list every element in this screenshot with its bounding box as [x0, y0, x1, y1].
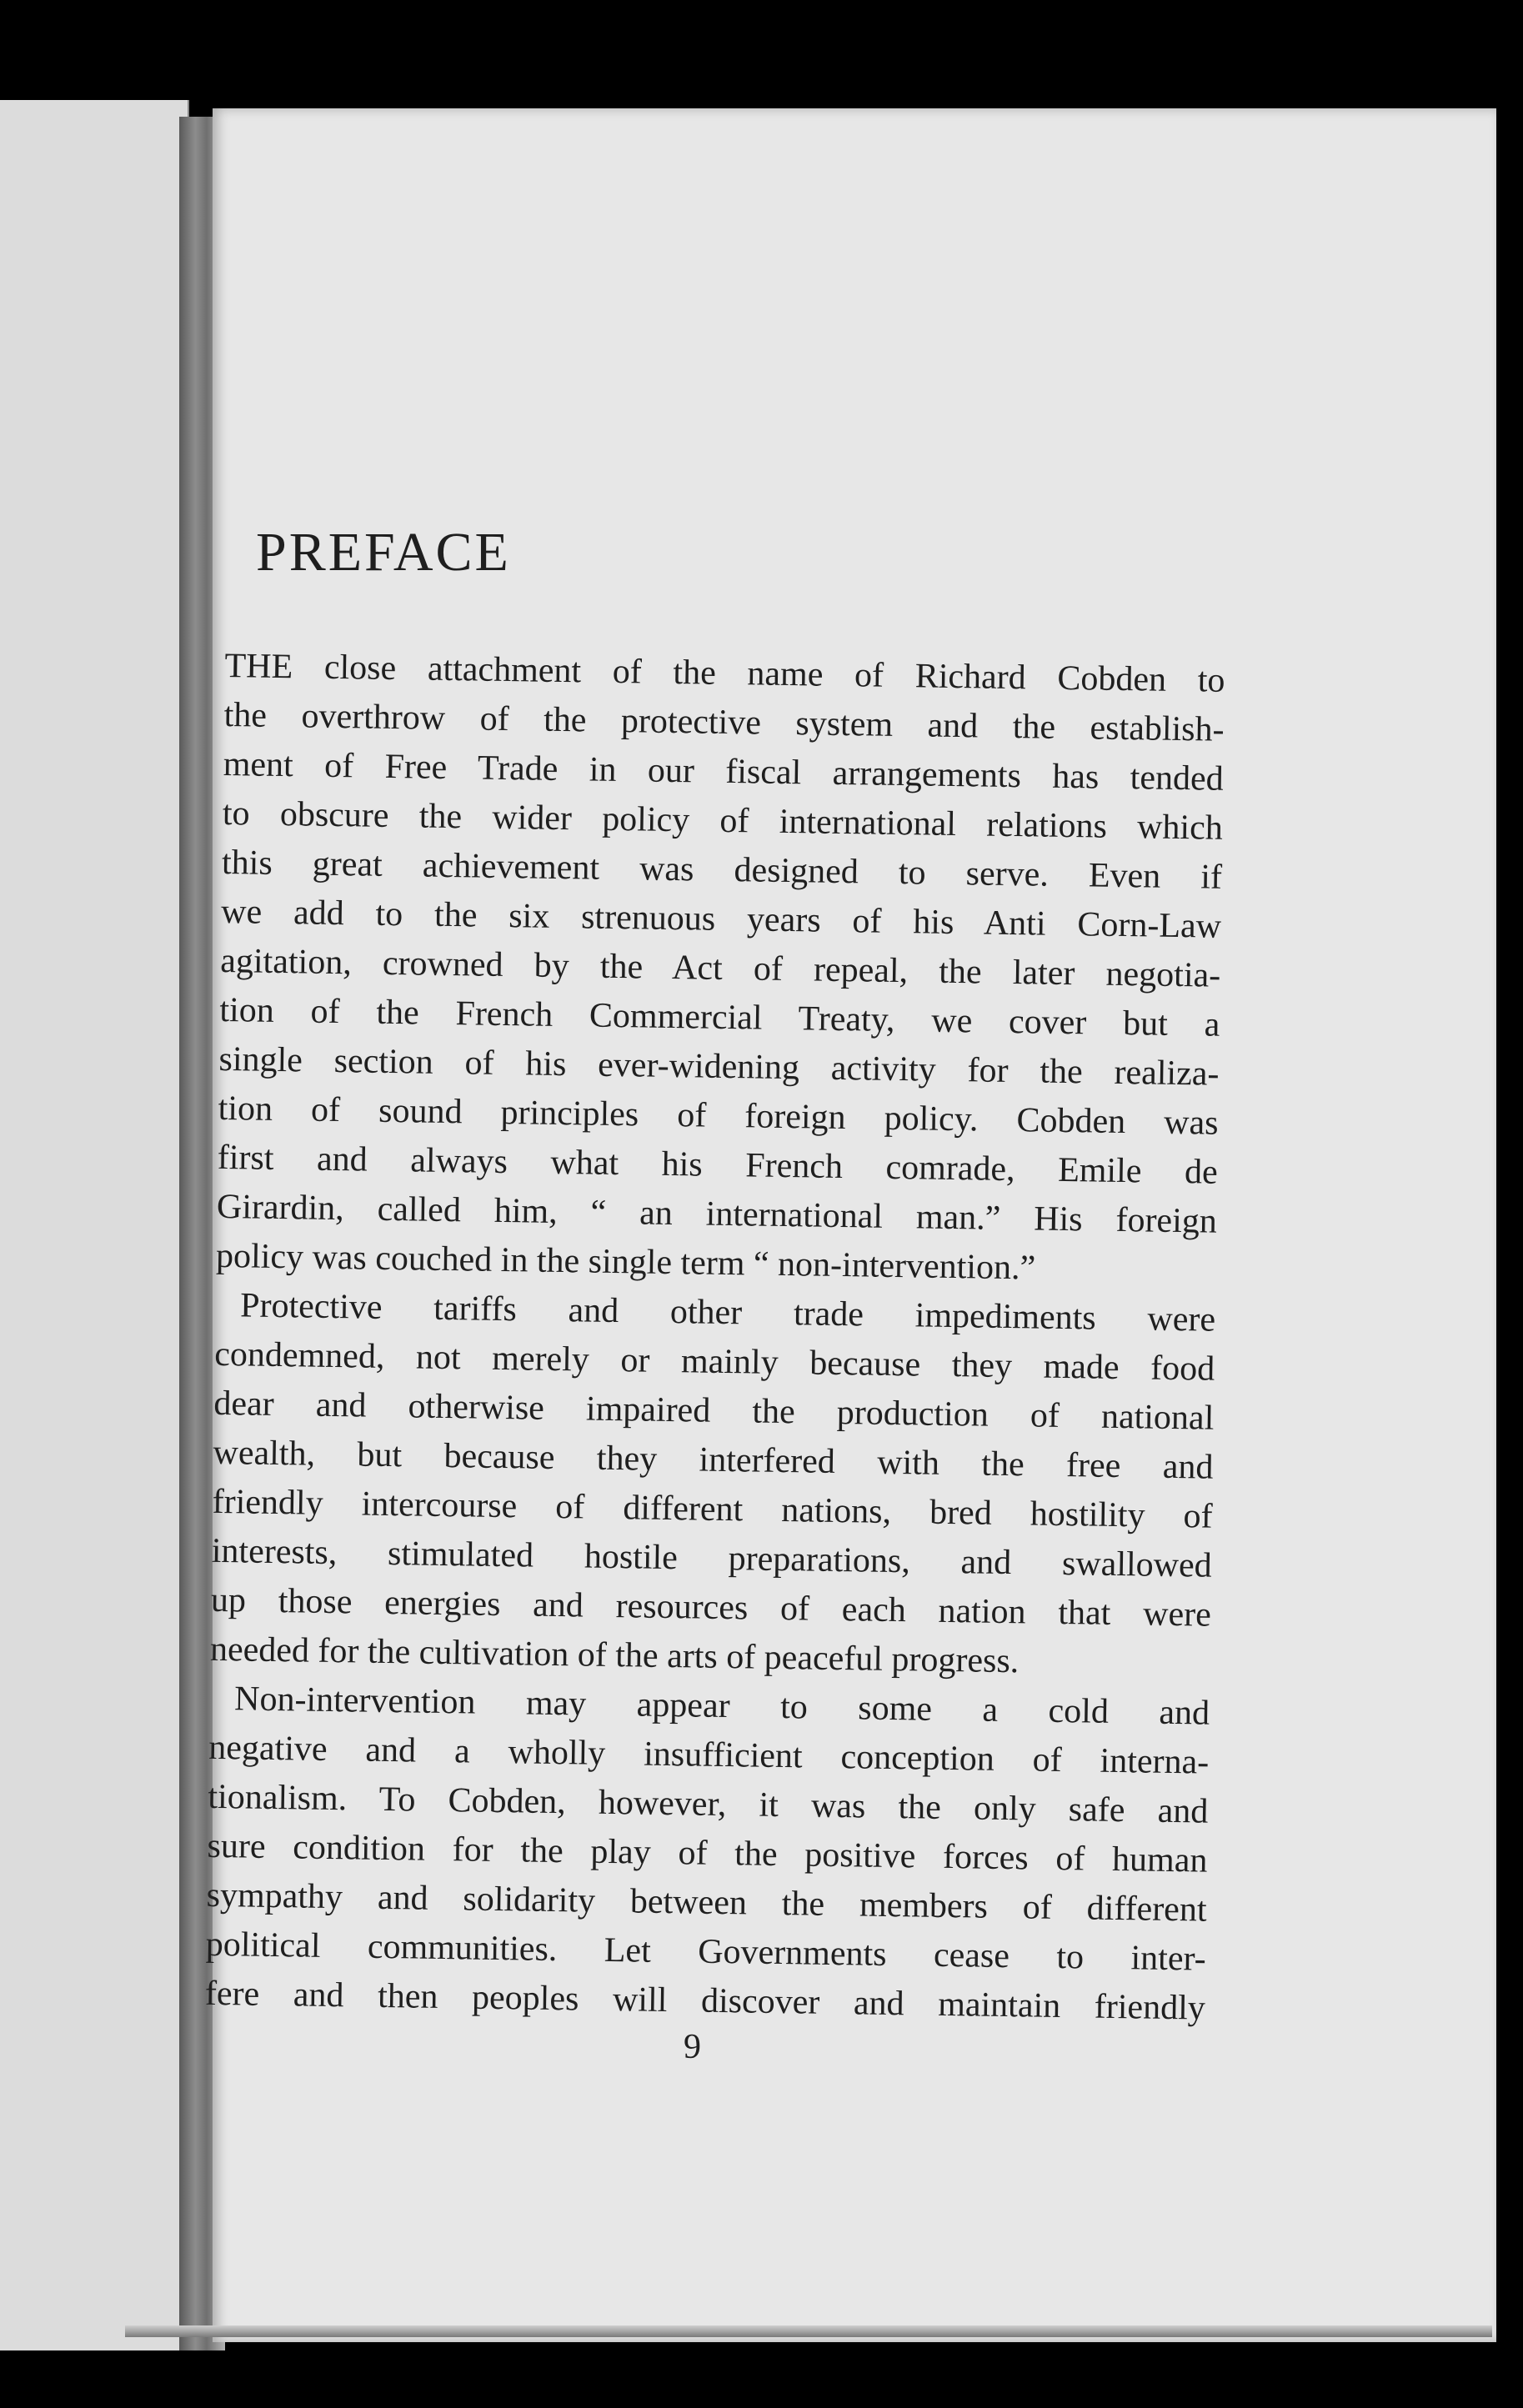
page-heading: PREFACE — [256, 522, 511, 583]
facing-page — [0, 100, 189, 2350]
text-line: Girardin, called him, “ an international man.” His foreign — [216, 1187, 1218, 1241]
text-line: needed for the cultivation of the arts of peaceful progress. — [209, 1630, 1020, 1681]
text-line: single section of his ever-widening activity for the realiza- — [218, 1039, 1220, 1094]
text-line: friendly intercourse of different nations, bred hostility of — [212, 1482, 1213, 1536]
text-line: negative and a wholly insufficient conception of interna- — [208, 1728, 1210, 1782]
text-line: tion of the French Commercial Treaty, we cover but a — [219, 990, 1220, 1044]
text-line: fere and then peoples will discover and maintain friendly — [204, 1974, 1206, 2028]
text-line: tion of sound principles of foreign policy. Cobden was — [218, 1089, 1219, 1143]
text-line: we add to the six strenuous years of his Anti Corn-Law — [220, 892, 1222, 946]
text-line: Non-intervention may appear to some a cold and — [233, 1680, 1210, 1733]
text-line: interests, stimulated hostile preparations, and swallowed — [211, 1531, 1213, 1585]
text-line: ment of Free Trade in our fiscal arrangements has tended — [223, 744, 1225, 798]
text-line: political communities. Let Governments cease to inter- — [205, 1925, 1207, 1979]
text-line: the overthrow of the protective system and the establish- — [223, 695, 1225, 749]
text-line: wealth, but because they interfered with the free and — [213, 1433, 1214, 1487]
preface-text — [204, 642, 1225, 2034]
text-line: up those energies and resources of each nation that were — [210, 1580, 1212, 1635]
page-number: 9 — [684, 2028, 701, 2066]
text-line: Protective tariffs and other trade impediments were — [239, 1286, 1216, 1339]
text-line: dear and otherwise impaired the production of national — [213, 1384, 1215, 1438]
text-line: tionalism. To Cobden, however, it was the only safe and — [208, 1777, 1209, 1831]
text-line: condemned, not merely or mainly because they made food — [213, 1334, 1215, 1389]
text-line: sympathy and solidarity between the members of different — [206, 1875, 1207, 1930]
text-line: THE close attachment of the name of Richard Cobden to — [224, 646, 1225, 700]
text-line: agitation, crowned by the Act of repeal, the later negotia- — [219, 941, 1221, 995]
text-line: to obscure the wider policy of international relations which — [222, 793, 1224, 848]
page-bottom-edge — [125, 2325, 1492, 2337]
text-line: sure condition for the play of the positive forces of human — [207, 1826, 1208, 1880]
text-line: first and always what his French comrade, Emile de — [217, 1138, 1219, 1192]
text-line: policy was couched in the single term “ non-intervention.” — [215, 1236, 1036, 1288]
text-line: this great achievement was designed to serve. Even if — [221, 843, 1223, 897]
